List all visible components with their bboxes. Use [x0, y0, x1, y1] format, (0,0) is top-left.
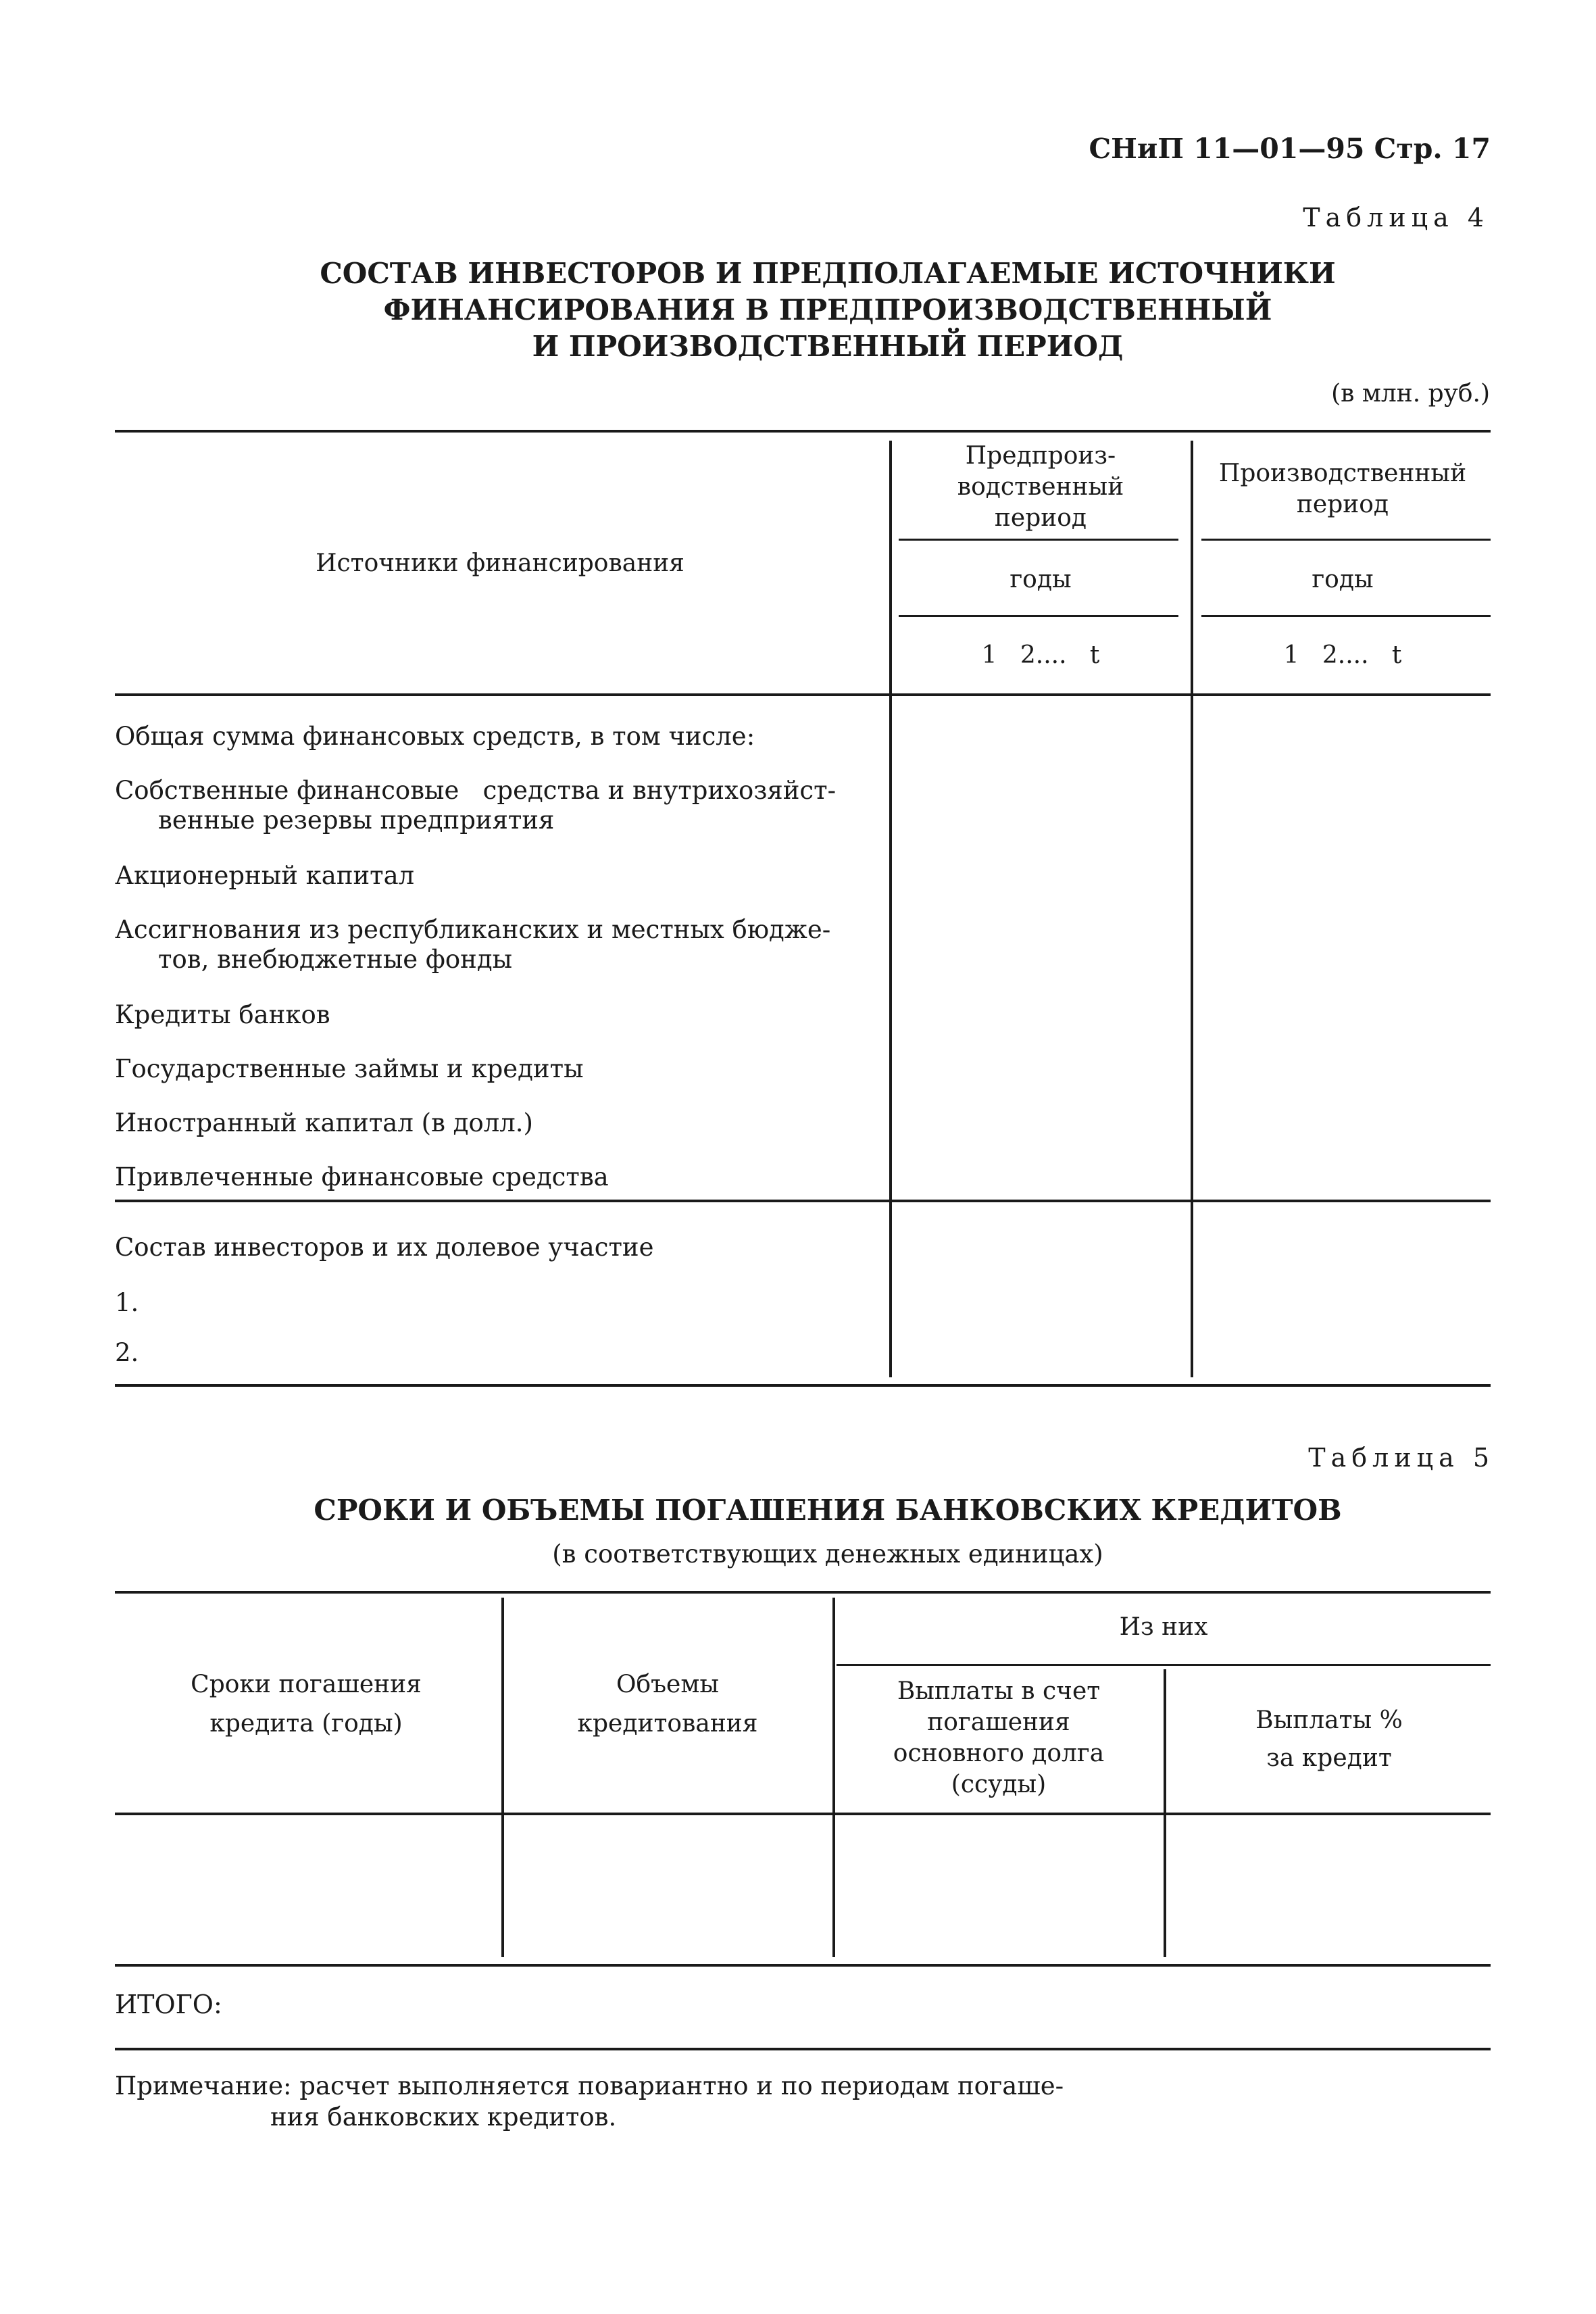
year-ticks-pre: 1 2.... t [981, 641, 1100, 669]
note-text: расчет выполняется повариантно и по периодам погаше- [299, 2071, 1064, 2100]
table4-title-line: ФИНАНСИРОВАНИЯ В ПРЕДПРОИЗВОДСТВЕННЫЙ [383, 293, 1272, 326]
col-header-of-them: Из них [1119, 1613, 1208, 1641]
col-header-terms [115, 1665, 497, 1744]
total-label: ИТОГО: [115, 1990, 222, 2019]
row-text: Привлеченные финансовые средства [115, 1162, 609, 1191]
row-text: Акционерный капитал [115, 861, 415, 890]
col-header-line: кредитования [577, 1710, 758, 1738]
years-label-prod: годы [1312, 566, 1374, 593]
document-code: СНиП 11—01—95 Стр. 17 [1089, 132, 1491, 165]
row-text: 2. [115, 1338, 139, 1367]
col-header-line: водственный [957, 473, 1124, 501]
row-text: Общая сумма финансовых средств, в том числе: [115, 722, 755, 751]
table5-subrule [837, 1664, 1491, 1666]
table5-top-rule [115, 1591, 1491, 1594]
table4-title [203, 255, 1453, 365]
note-label: Примечание: [115, 2071, 292, 2100]
col-header-line: Производственный [1218, 460, 1467, 487]
col-header-line: Предпроиз- [965, 442, 1116, 470]
col-header-line: Выплаты % [1255, 1706, 1403, 1734]
row-text: 1. [115, 1288, 139, 1317]
col-header-line: кредита (годы) [209, 1710, 403, 1738]
col-header-volume [505, 1665, 830, 1744]
table5-subtitle: (в соответствующих денежных единицах) [552, 1540, 1103, 1569]
table4-units: (в млн. руб.) [1331, 380, 1490, 408]
row-text: Состав инвесторов и их долевое участие [115, 1233, 654, 1262]
table-row [115, 861, 878, 891]
list-item [115, 1338, 878, 1368]
table4-title-line: СОСТАВ ИНВЕСТОРОВ И ПРЕДПОЛАГАЕМЫЕ ИСТОЧНИКИ [320, 257, 1336, 290]
table4-pre-subrule [899, 539, 1178, 541]
table4-section-rule [115, 1200, 1491, 1202]
table-row [115, 1108, 878, 1138]
table4-col-divider [1191, 441, 1193, 1377]
list-item [115, 1288, 878, 1318]
table-row [115, 1000, 878, 1030]
table-row [115, 915, 878, 975]
col-header-line: погашения [927, 1708, 1070, 1736]
col-header-line: (ссуды) [951, 1771, 1047, 1798]
col-header-line: Выплаты в счет [897, 1677, 1101, 1705]
col-header-principal [837, 1676, 1161, 1800]
table4-label: Таблица 4 [1303, 203, 1489, 232]
table4-title-line: И ПРОИЗВОДСТВЕННЫЙ ПЕРИОД [532, 330, 1124, 363]
col-header-sources: Источники финансирования [316, 549, 684, 577]
years-label-pre: годы [1009, 566, 1072, 593]
table4-pre-subrule-2 [899, 615, 1178, 617]
row-text: Кредиты банков [115, 1000, 330, 1029]
table-row [115, 722, 878, 752]
table5-body-rule [115, 1964, 1491, 1967]
table4-prod-subrule-2 [1201, 615, 1491, 617]
col-header-line: период [1296, 491, 1389, 518]
col-header-line: Объемы [616, 1671, 720, 1698]
year-ticks-prod: 1 2.... t [1283, 641, 1402, 669]
row-text: Собственные финансовые средства и внутрихозяйст- [115, 776, 837, 805]
table4-bottom-rule [115, 1384, 1491, 1387]
table5-bottom-rule [115, 2048, 1491, 2050]
table4-header-rule [115, 693, 1491, 696]
col-header-line: Сроки погашения [191, 1671, 422, 1698]
col-header-interest [1168, 1702, 1491, 1777]
table-row [115, 776, 878, 835]
row-text-continued: венные резервы предприятия [158, 806, 555, 835]
row-text: Иностранный капитал (в долл.) [115, 1108, 533, 1137]
table5-title: СРОКИ И ОБЪЕМЫ ПОГАШЕНИЯ БАНКОВСКИХ КРЕДИТОВ [314, 1494, 1342, 1527]
table5-header-rule [115, 1813, 1491, 1815]
note [115, 2071, 1169, 2133]
table4-col-divider [889, 441, 892, 1377]
col-header-line: период [994, 504, 1087, 532]
table5-col-divider [1164, 1669, 1166, 1957]
table5-col-divider [832, 1598, 835, 1957]
table-row [115, 1054, 878, 1084]
row-text: Государственные займы и кредиты [115, 1054, 584, 1083]
table-row [115, 1162, 878, 1192]
col-header-line: за кредит [1266, 1744, 1392, 1772]
table4-top-rule [115, 430, 1491, 433]
col-header-production [1195, 458, 1491, 520]
row-text-continued: тов, внебюджетные фонды [158, 945, 513, 974]
table4-prod-subrule [1201, 539, 1491, 541]
table5-label: Таблица 5 [1308, 1443, 1495, 1473]
table5-col-divider [501, 1598, 504, 1957]
row-text: Ассигнования из республиканских и местных бюдже- [115, 915, 831, 944]
col-header-line: основного долга [893, 1740, 1105, 1767]
col-header-preproduction [893, 441, 1188, 534]
investors-title [115, 1233, 878, 1262]
note-text-continued: ния банковских кредитов. [270, 2102, 617, 2132]
